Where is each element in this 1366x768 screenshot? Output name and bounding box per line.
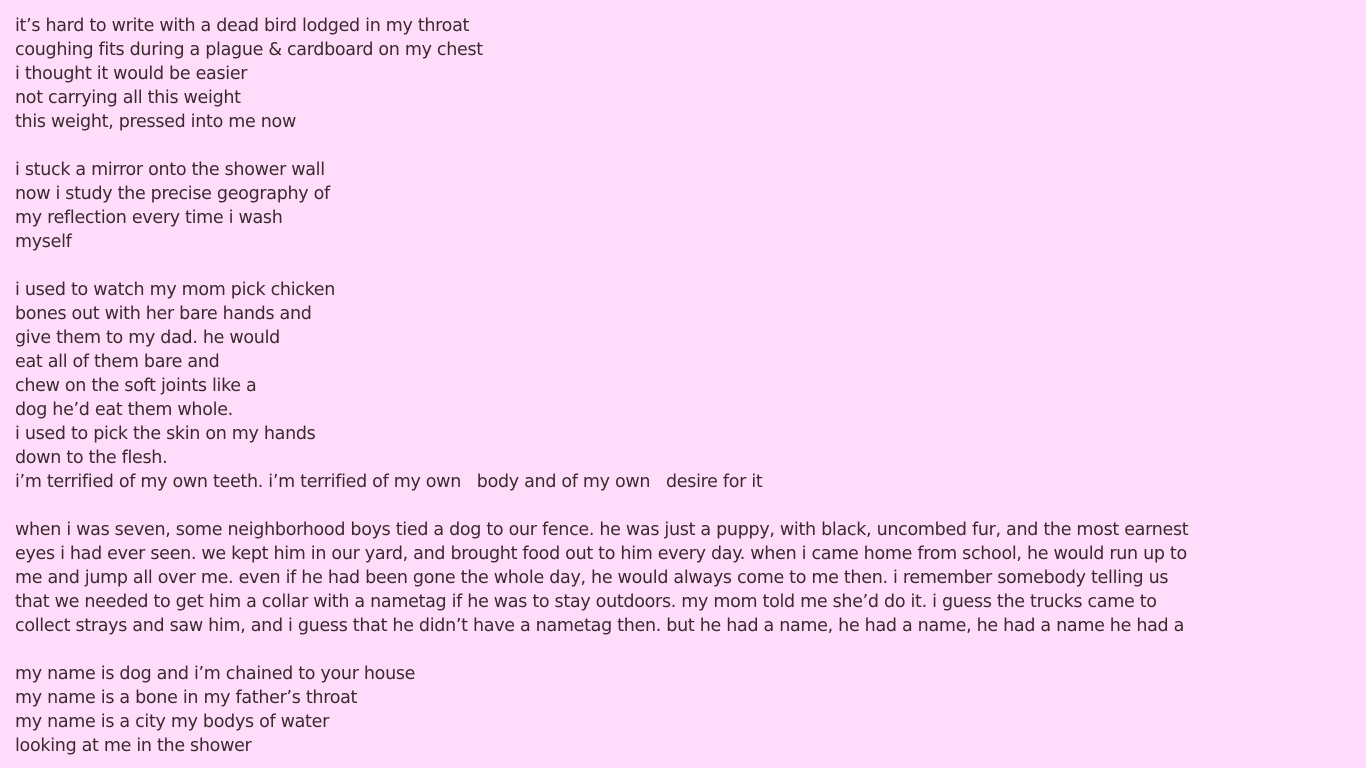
poem-line: myself [15,232,72,252]
poem-line: my reflection every time i wash [15,208,283,228]
stanza-5 [15,662,1355,758]
poem-line: i’m terrified of my own teeth. i’m terrified of my own body and of my own desire for it [15,472,763,492]
stanza-4-prose [15,518,1355,638]
prose-line: when i was seven, some neighborhood boys tied a dog to our fence. he was just a puppy, with black, uncombed fur, and the most earnest [15,520,1189,540]
prose-line: collect strays and saw him, and i guess that he didn’t have a nametag then. but he had a name, he had a name, he had a name he had a [15,616,1185,636]
poem-line: dog he’d eat them whole. [15,400,233,420]
poem-line: my name is a bone in my father’s throat [15,688,358,708]
poem-line: not carrying all this weight [15,88,241,108]
poem-text [15,14,1355,758]
poem-line: i thought it would be easier [15,64,248,84]
poem-line: i stuck a mirror onto the shower wall [15,160,325,180]
prose-line: that we needed to get him a collar with a nametag if he was to stay outdoors. my mom told me she’d do it. i guess the trucks came to [15,592,1157,612]
poem-line: eat all of them bare and [15,352,220,372]
stanza-3 [15,278,1355,494]
prose-line: eyes i had ever seen. we kept him in our yard, and brought food out to him every day. when i came home from school, he would run up to [15,544,1187,564]
poem-line: i used to watch my mom pick chicken [15,280,336,300]
poem-line: my name is a city my bodys of water [15,712,329,732]
poem-line: it’s hard to write with a dead bird lodged in my throat [15,16,470,36]
poem-line: down to the flesh. [15,448,168,468]
poem-line: looking at me in the shower [15,736,252,756]
poem-line: give them to my dad. he would [15,328,280,348]
poem-line: chew on the soft joints like a [15,376,257,396]
poem-line: i used to pick the skin on my hands [15,424,316,444]
poem-line: bones out with her bare hands and [15,304,312,324]
stanza-1 [15,14,1355,134]
poem-line: now i study the precise geography of [15,184,330,204]
poem-line: coughing fits during a plague & cardboard on my chest [15,40,483,60]
prose-line: me and jump all over me. even if he had been gone the whole day, he would always come to me then. i remember somebody telling us [15,568,1169,588]
stanza-2 [15,158,1355,254]
poem-line: my name is dog and i’m chained to your house [15,664,416,684]
poem-line: this weight, pressed into me now [15,112,296,132]
